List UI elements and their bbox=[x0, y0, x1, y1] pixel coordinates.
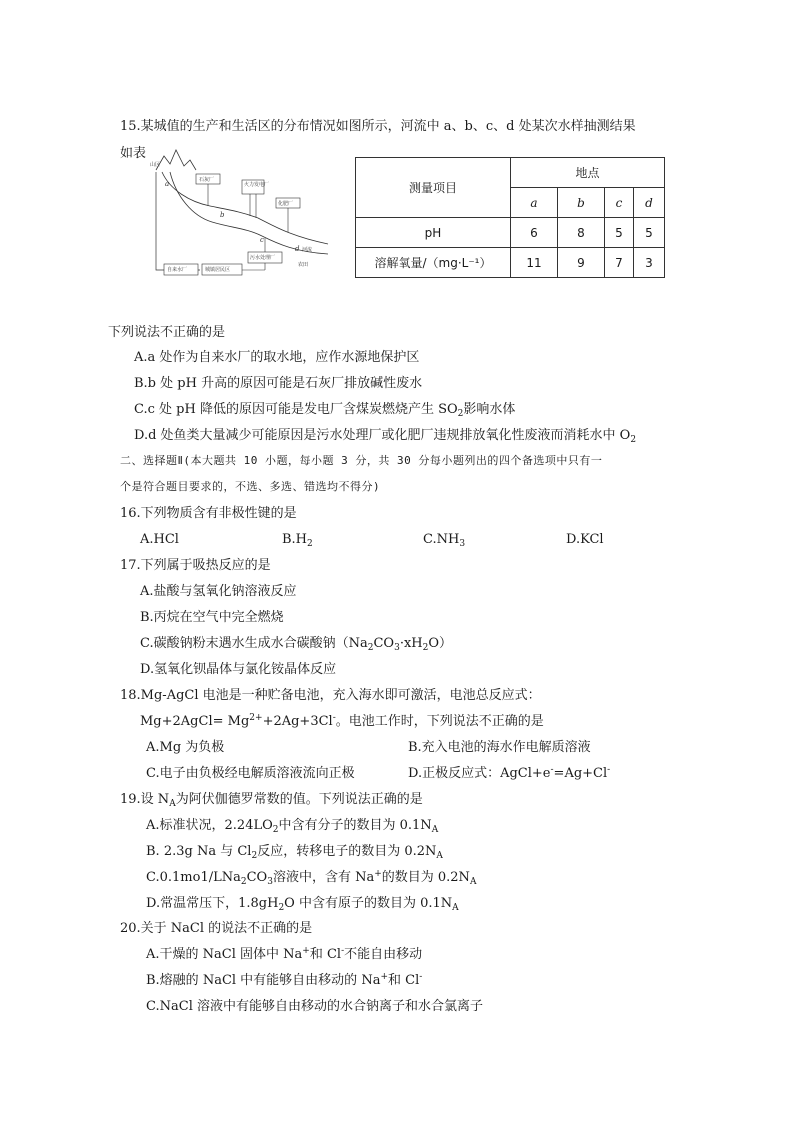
point-a: a bbox=[165, 180, 170, 188]
q15-option-a[interactable]: A.a 处作为自来水厂的取水地，应作水源地保护区 bbox=[134, 350, 420, 365]
water-sample-table bbox=[355, 157, 665, 278]
q20-option-b[interactable]: B.熔融的 NaCl 中有能够自由移动的 Na+和 Cl- bbox=[146, 972, 423, 988]
col-a: a bbox=[511, 188, 558, 218]
cell: 11 bbox=[511, 248, 558, 278]
cell: 8 bbox=[558, 218, 605, 248]
label-fertilizer: 化肥厂 bbox=[278, 201, 294, 207]
cell: 6 bbox=[511, 218, 558, 248]
q16-option-b[interactable]: $B.H_2$ bbox=[282, 532, 313, 549]
label-lime: 石灰厂 bbox=[199, 177, 215, 183]
header-place: 地点 bbox=[511, 158, 665, 188]
label-sewage: 污水处理厂 bbox=[250, 255, 276, 261]
point-b: b bbox=[220, 211, 225, 219]
q17-stem: 17.下列属于吸热反应的是 bbox=[120, 558, 271, 573]
cell: 5 bbox=[605, 218, 634, 248]
q19-stem: 19.设 $N_A$为阿伏伽德罗常数的值。下列说法正确的是 bbox=[120, 792, 423, 809]
q18-equation: Mg+2AgCl= $Mg^{2+}+2Ag+3Cl^-$。电池工作时，下列说法不正确的是 bbox=[140, 713, 544, 729]
q18-option-a[interactable]: A.Mg 为负极 bbox=[146, 740, 225, 755]
q18-option-c[interactable]: C.电子由负极经电解质溶液流向正极 bbox=[146, 766, 355, 781]
q19-option-a[interactable]: A.标准状况，$2.24LO_2$中含有分子的数目为 $0.1N_A$ bbox=[146, 818, 439, 835]
section-heading-1: 二、选择题Ⅱ(本大题共 10 小题，每小题 3 分，共 30 分每小题列出的四个备选项中只有一 bbox=[120, 454, 603, 467]
q20-option-a[interactable]: A.干燥的 NaCl 固体中 Na+和 Cl-不能自由移动 bbox=[146, 946, 423, 962]
col-d: d bbox=[634, 188, 665, 218]
cell: 9 bbox=[558, 248, 605, 278]
point-d: d bbox=[295, 245, 300, 253]
q20-stem: 20.关于 NaCl 的说法不正确的是 bbox=[120, 921, 313, 936]
label-mountain: 山区 bbox=[150, 162, 161, 168]
label-waterworks: 自来水厂 bbox=[167, 267, 188, 273]
q15-stem: 15.某城值的生产和生活区的分布情况如图所示，河流中 a、b、c、d 处某次水样抽测结果 bbox=[120, 119, 636, 134]
q19-option-c[interactable]: $C.0.1mo1/LNa_2CO_3$溶液中，含有 Na+的数目为 $0.2N_A$ bbox=[146, 869, 477, 887]
section-heading-2: 个是符合题目要求的，不选、多选、错选均不得分) bbox=[120, 480, 381, 493]
header-item: 测量项目 bbox=[356, 158, 511, 218]
q18-option-d[interactable]: D.正极反应式：AgCl+e-=Ag+Cl- bbox=[408, 765, 611, 781]
q19-option-d[interactable]: D.常温常压下，$1.8gH_2O$ 中含有原子的数目为 $0.1N_A$ bbox=[146, 896, 459, 913]
q15-option-d[interactable]: D.d 处鱼类大量减少可能原因是污水处理厂或化肥厂违规排放氧化性废液而消耗水中 $O_2$ bbox=[134, 428, 637, 445]
point-c: c bbox=[260, 236, 264, 244]
q15-option-b[interactable]: B.b 处 pH 升高的原因可能是石灰厂排放碱性废水 bbox=[134, 376, 423, 391]
row-label: pH bbox=[356, 218, 511, 248]
cell: 5 bbox=[634, 218, 665, 248]
row-label: 溶解氧量/（mg·L⁻¹） bbox=[356, 248, 511, 278]
col-c: c bbox=[605, 188, 634, 218]
q18-stem: 18.Mg-AgCl 电池是一种贮备电池，充入海水即可激活，电池总反应式： bbox=[120, 688, 541, 703]
q17-option-d[interactable]: D.氢氧化钡晶体与氯化铵晶体反应 bbox=[140, 662, 337, 677]
q16-option-d[interactable]: D.KCl bbox=[566, 532, 604, 547]
river-map-figure bbox=[150, 140, 330, 280]
table-row bbox=[356, 248, 665, 278]
label-farm: 农田 bbox=[298, 262, 309, 268]
table-row bbox=[356, 218, 665, 248]
col-b: b bbox=[558, 188, 605, 218]
q18-option-b[interactable]: B.充入电池的海水作电解质溶液 bbox=[408, 740, 591, 755]
cell: 3 bbox=[634, 248, 665, 278]
q17-option-a[interactable]: A.盐酸与氢氧化钠溶液反应 bbox=[140, 584, 297, 599]
q19-option-b[interactable]: B. 2.3g Na 与 $Cl_2$反应，转移电子的数目为 $0.2N_A$ bbox=[146, 844, 443, 861]
q20-option-c[interactable]: C.NaCl 溶液中有能够自由移动的水合钠离子和水合氯离子 bbox=[146, 999, 483, 1014]
q17-option-c[interactable]: C.碳酸钠粉末遇水生成水合碳酸钠$(Na_2CO_3\cdot xH_2O)$ bbox=[140, 636, 453, 653]
label-river: 河流 bbox=[302, 247, 313, 253]
label-residential: 城镇居民区 bbox=[205, 267, 231, 273]
q16-option-a[interactable]: A.HCl bbox=[140, 532, 179, 547]
q15-stem-cont: 如表 bbox=[120, 146, 147, 161]
label-power: 火力发电厂 bbox=[244, 182, 270, 188]
q15-prompt: 下列说法不正确的是 bbox=[108, 325, 226, 340]
q17-option-b[interactable]: B.丙烷在空气中完全燃烧 bbox=[140, 610, 284, 625]
q16-option-c[interactable]: $C.NH_3$ bbox=[423, 532, 466, 549]
q16-stem: 16.下列物质含有非极性键的是 bbox=[120, 506, 297, 521]
q15-option-c[interactable]: C.c 处 pH 降低的原因可能是发电厂含煤炭燃烧产生 $SO_2$影响水体 bbox=[134, 402, 516, 419]
cell: 7 bbox=[605, 248, 634, 278]
